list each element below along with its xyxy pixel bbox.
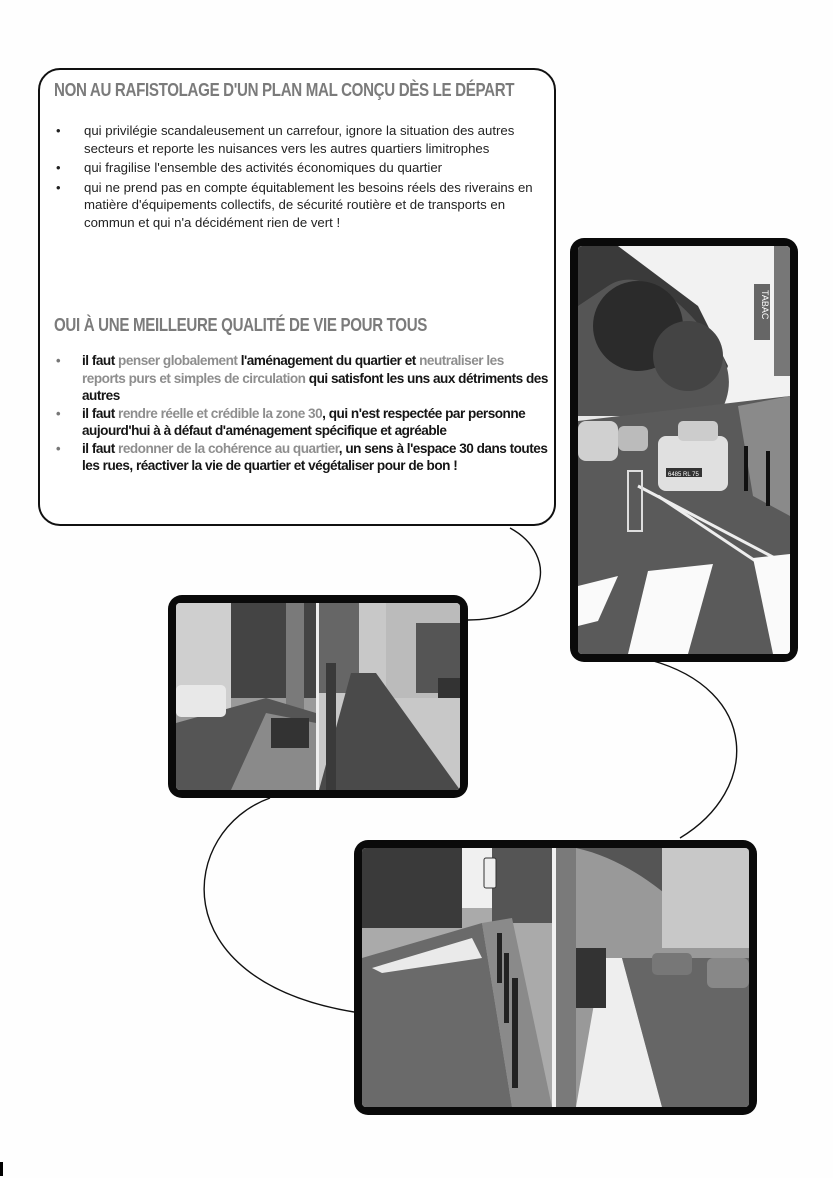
photo-street-split [168,595,468,798]
scan-mark [0,1162,3,1176]
list-item [54,440,548,475]
item-text: qui satisfont les uns aux détriments des autres [82,370,548,403]
heading-non: NON AU RAFISTOLAGE D'UN PLAN MAL CONÇU DÈS LE DÉPART [54,80,515,100]
item-text: il faut [82,405,119,421]
list-non [54,122,534,233]
list-item: • qui fragilise l'ensemble des activités économiques du quartier [54,159,534,177]
item-text: , un sens à l'espace 30 dans toutes les rues, réactiver la vie de quartier et végétaliser pour de bon ! [82,440,548,473]
item-highlight: rendre réelle et crédible la zone 30 [118,405,323,421]
item-highlight: redonner de la cohérence au quartier [118,440,339,456]
item-text: , qui n'est respectée par personne aujourd'hui à à défaut d'aménagement spécifique et agréable [82,405,526,438]
list-oui [54,352,548,475]
item-text: l'aménagement du quartier et [237,353,420,368]
list-item [54,352,548,405]
heading-oui: OUI À UNE MEILLEURE QUALITÉ DE VIE POUR TOUS [54,315,428,335]
item-text: il faut [82,353,119,368]
photo-street-crosswalk [570,238,798,662]
list-item [54,405,548,440]
license-plate: 6485 RL 75 [668,472,699,478]
item-highlight: neutraliser les reports purs et simples de circulation [82,353,504,386]
photo-street-bollards [354,840,757,1115]
list-item: • qui ne prend pas en compte équitablement les besoins réels des riverains en matière d'équipements collectifs, de sécurité routière et de transports en commun et qui n'a décidément rien de vert ! [54,179,534,232]
item-text: il faut [82,440,119,456]
text-box [38,68,556,526]
list-item: • qui privilégie scandaleusement un carrefour, ignore la situation des autres secteurs et reporte les nuisances vers les autres quartiers limitrophes [54,122,534,157]
item-highlight: penser globalement [118,353,238,368]
tabac-sign: TABAC [760,290,770,320]
